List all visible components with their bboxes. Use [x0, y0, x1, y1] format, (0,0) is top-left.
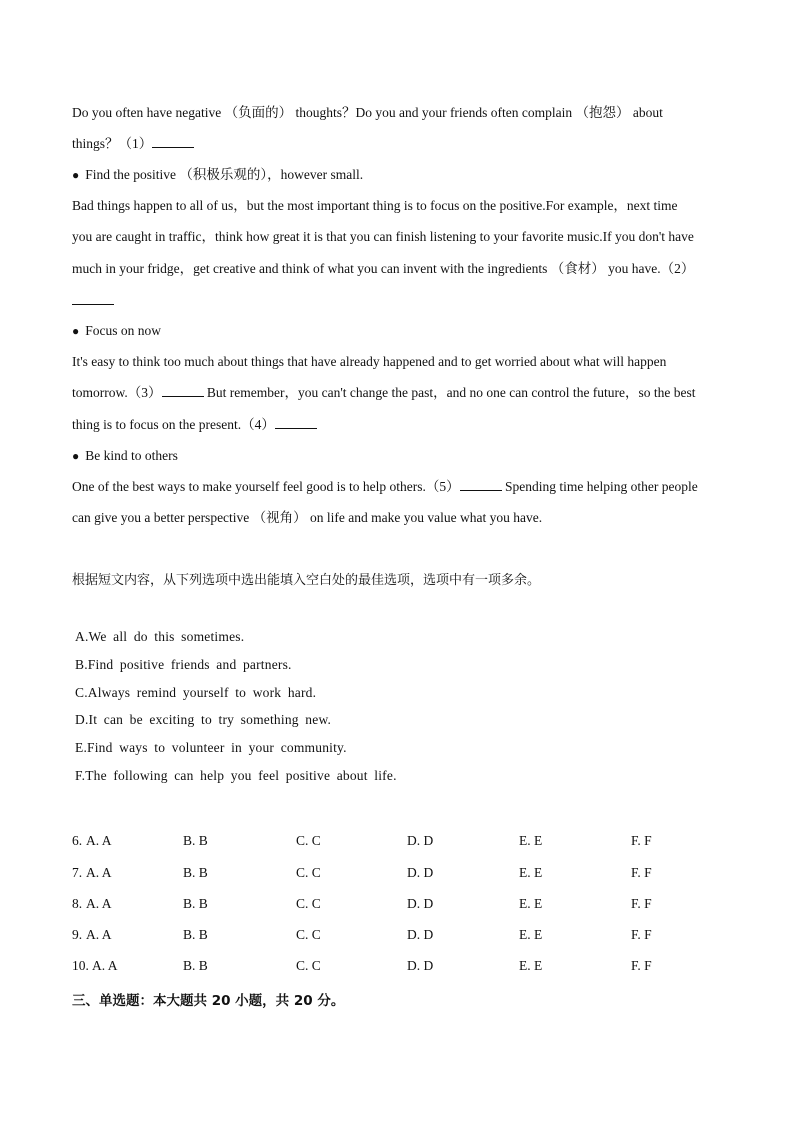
question-row-9 — [72, 927, 732, 945]
choice-e[interactable]: E. E — [519, 958, 543, 973]
choice-c[interactable]: C. C — [296, 927, 321, 942]
passage-text: But remember，you can't change the past，and no one can control the future，so the best — [206, 385, 696, 400]
choice-c[interactable]: C. C — [296, 833, 321, 848]
passage-line: much in your fridge，get creative and think of what you can invent with the ingredients （食材） you have.（2） — [72, 261, 695, 276]
instruction-text: 根据短文内容，从下列选项中选出能填入空白处的最佳选项，选项中有一项多余。 — [72, 573, 541, 588]
question-number: 10. — [72, 958, 89, 973]
answer-blank-5 — [460, 479, 502, 491]
option-c: C.Always remind yourself to work hard. — [75, 685, 317, 700]
question-row-10 — [72, 958, 732, 976]
passage-line — [72, 416, 317, 434]
answer-blank-3 — [162, 385, 204, 397]
answer-blank-1 — [152, 136, 194, 148]
choice-d[interactable]: D. D — [407, 958, 434, 973]
choice-e[interactable]: E. E — [519, 833, 543, 848]
choice-b[interactable]: B. B — [183, 865, 208, 880]
choice-c[interactable]: C. C — [296, 896, 321, 911]
choice-b[interactable]: B. B — [183, 833, 208, 848]
passage-text: tomorrow.（3） — [72, 385, 162, 400]
choice-a[interactable]: A. A — [86, 927, 112, 942]
section-title: 三、单选题：本大题共 20 小题，共 20 分。 — [72, 993, 345, 1009]
heading-be-kind — [72, 447, 178, 465]
heading-text: Find the positive （积极乐观的），however small. — [85, 167, 364, 182]
option-a: A.We all do this sometimes. — [75, 629, 245, 644]
choice-f[interactable]: F. F — [631, 833, 652, 848]
question-number: 8. — [72, 896, 83, 911]
choice-d[interactable]: D. D — [407, 927, 434, 942]
choice-e[interactable]: E. E — [519, 865, 543, 880]
choice-f[interactable]: F. F — [631, 958, 652, 973]
passage-line — [72, 384, 696, 402]
bullet-icon: ● — [72, 324, 80, 338]
passage-line: Bad things happen to all of us，but the most important thing is to focus on the positive.For example，next time — [72, 198, 678, 213]
choice-a[interactable]: A. A — [86, 896, 112, 911]
question-number: 7. — [72, 865, 83, 880]
option-f: F.The following can help you feel positive about life. — [75, 768, 397, 783]
heading-focus-on-now — [72, 322, 161, 340]
heading-text: Focus on now — [85, 323, 162, 338]
choice-a[interactable]: A. A — [86, 865, 112, 880]
question-row-6 — [72, 833, 732, 851]
passage-text: One of the best ways to make yourself feel good is to help others.（5） — [72, 479, 460, 494]
heading-text: Be kind to others — [85, 448, 178, 463]
option-e: E.Find ways to volunteer in your community. — [75, 740, 347, 755]
question-row-8 — [72, 896, 732, 914]
question-number: 6. — [72, 833, 83, 848]
choice-a[interactable]: A. A — [86, 833, 112, 848]
choice-b[interactable]: B. B — [183, 927, 208, 942]
passage-line — [72, 478, 698, 496]
passage-line: Do you often have negative （负面的） thoughts？Do you and your friends often complain （抱怨） about — [72, 105, 663, 120]
answer-blank-4 — [275, 417, 317, 429]
answer-blank-2 — [72, 292, 114, 305]
passage-line — [72, 135, 194, 153]
passage-text: Spending time helping other people — [505, 479, 698, 494]
choice-b[interactable]: B. B — [183, 896, 208, 911]
bullet-icon: ● — [72, 168, 80, 182]
question-number: 9. — [72, 927, 83, 942]
choice-c[interactable]: C. C — [296, 865, 321, 880]
choice-f[interactable]: F. F — [631, 865, 652, 880]
passage-line: you are caught in traffic，think how great it is that you can finish listening to your favorite music.If you don't have — [72, 229, 694, 244]
bullet-icon: ● — [72, 449, 80, 463]
option-d: D.It can be exciting to try something new. — [75, 712, 332, 727]
passage-line: can give you a better perspective （视角） on life and make you value what you have. — [72, 510, 543, 525]
passage-text: things？（1） — [72, 136, 153, 151]
choice-b[interactable]: B. B — [183, 958, 208, 973]
choice-d[interactable]: D. D — [407, 833, 434, 848]
passage-text: thing is to focus on the present.（4） — [72, 417, 275, 432]
choice-c[interactable]: C. C — [296, 958, 321, 973]
option-b: B.Find positive friends and partners. — [75, 657, 292, 672]
choice-e[interactable]: E. E — [519, 927, 543, 942]
question-row-7 — [72, 865, 732, 883]
choice-d[interactable]: D. D — [407, 896, 434, 911]
heading-find-positive — [72, 166, 363, 184]
choice-e[interactable]: E. E — [519, 896, 543, 911]
passage-line: It's easy to think too much about things that have already happened and to get worried about what will happen — [72, 354, 667, 369]
choice-f[interactable]: F. F — [631, 927, 652, 942]
choice-d[interactable]: D. D — [407, 865, 434, 880]
choice-f[interactable]: F. F — [631, 896, 652, 911]
choice-a[interactable]: A. A — [92, 958, 118, 973]
